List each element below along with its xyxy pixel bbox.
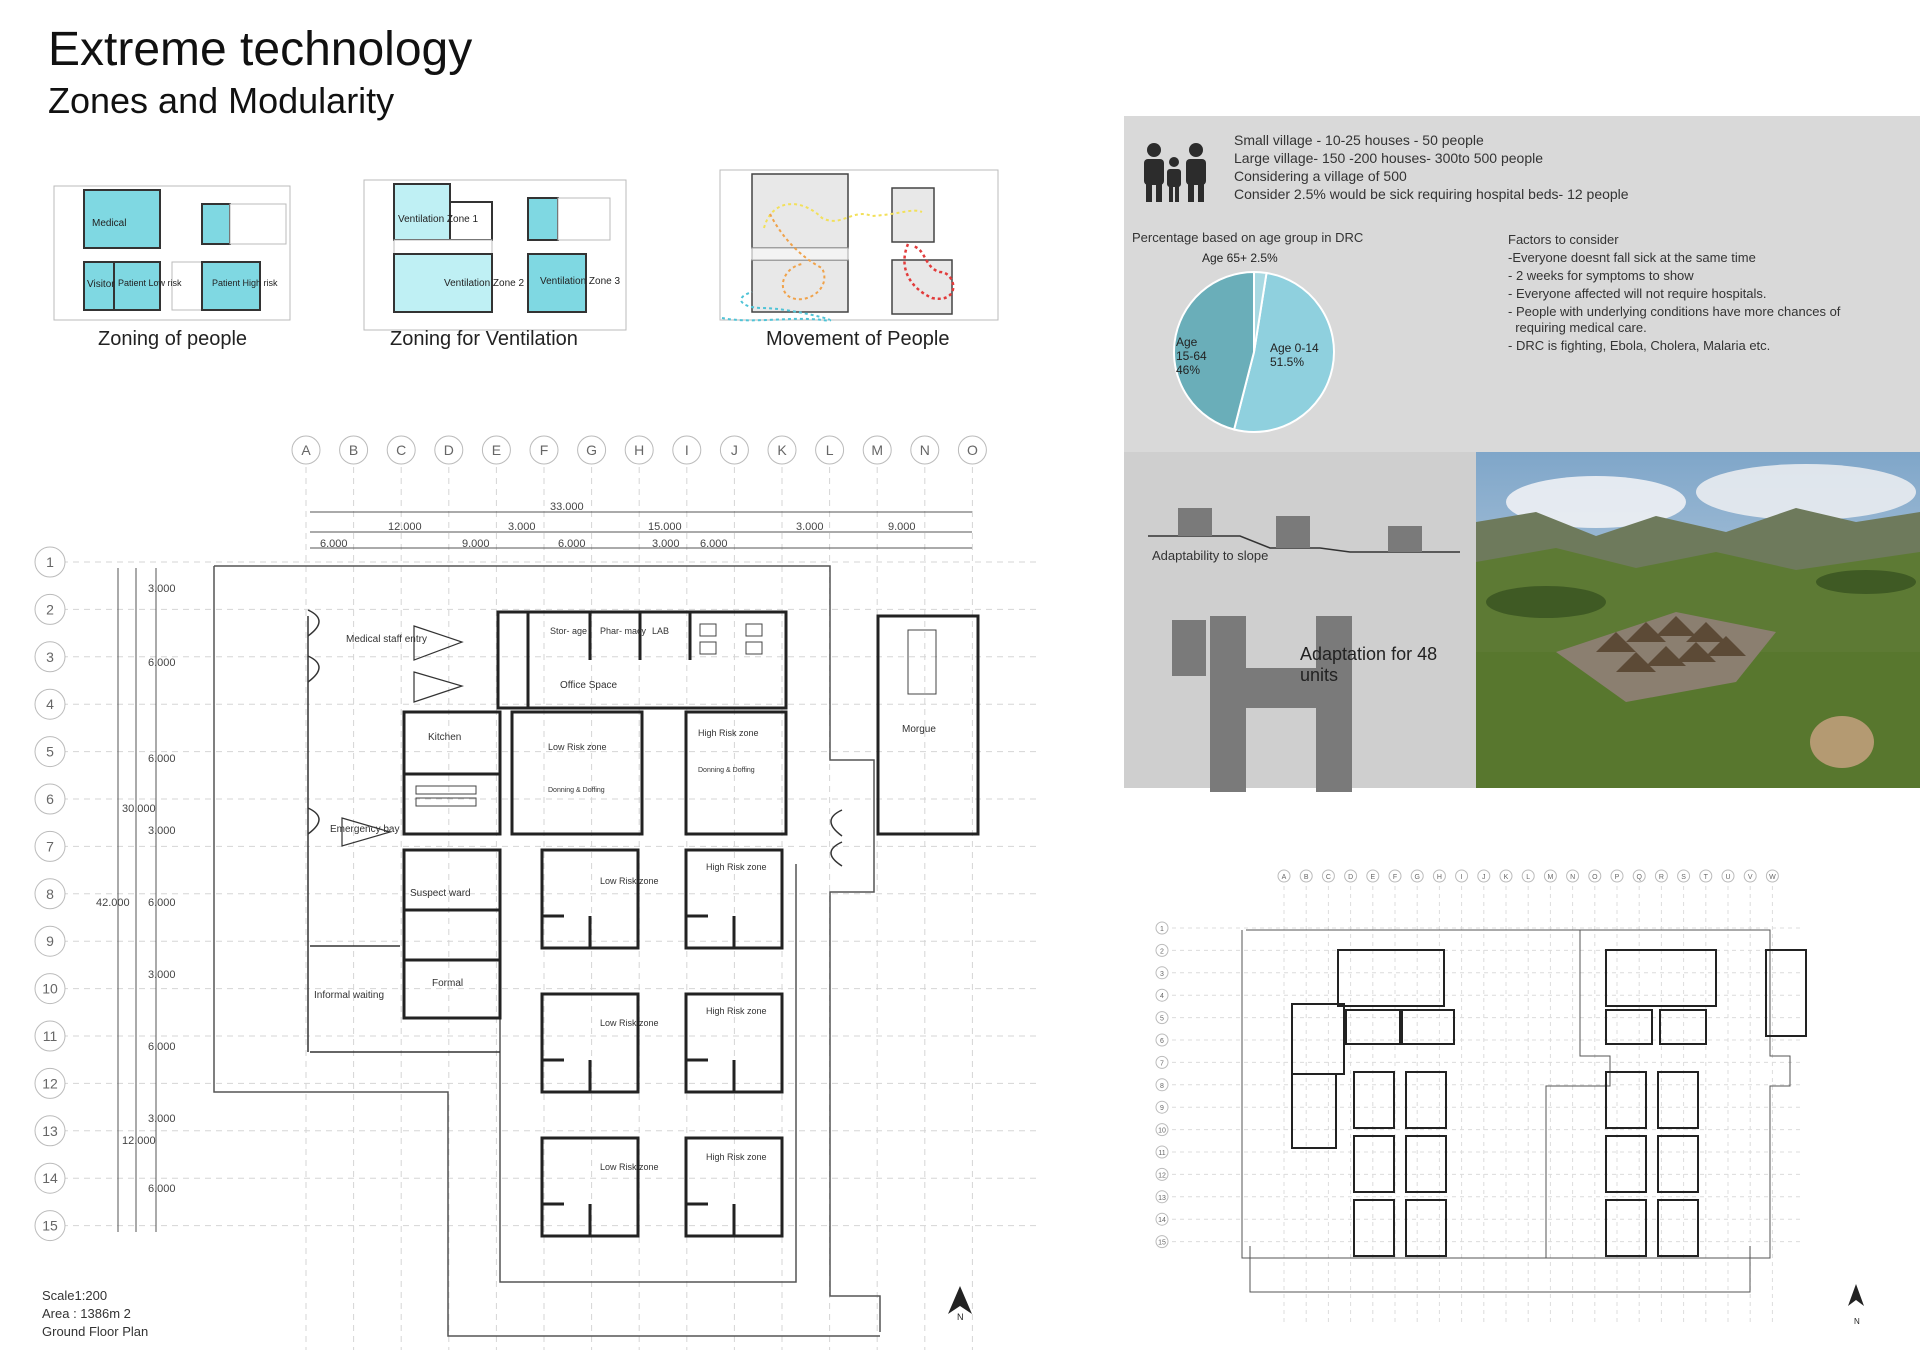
dim-left-3: 6.000 [148, 753, 176, 765]
dim-mid-2: 12.000 [122, 1135, 156, 1147]
ward-low-3: Low Risk zone [600, 1162, 659, 1172]
svg-text:O: O [1592, 874, 1598, 881]
mini-grid-row-13 [1156, 1191, 1168, 1203]
svg-text:7: 7 [46, 838, 54, 855]
svg-text:7: 7 [1160, 1060, 1164, 1068]
mini-grid-row-7 [1156, 1056, 1168, 1068]
site-render-image [1476, 452, 1920, 788]
mini-plan-room [1606, 1010, 1652, 1044]
mini-grid-row-11 [1156, 1146, 1168, 1158]
grid-row-2 [35, 594, 65, 624]
plan-area: Area : 1386m 2 [42, 1306, 131, 1321]
grid-column-F [530, 436, 558, 464]
svg-text:F: F [539, 442, 549, 458]
svg-text:8: 8 [46, 885, 54, 902]
room-storage: Stor- age [550, 626, 588, 636]
mini-grid-column-I [1456, 870, 1468, 882]
room-office: Office Space [560, 680, 618, 691]
mini-grid-column-R [1655, 870, 1667, 882]
svg-text:C: C [396, 442, 407, 458]
svg-text:K: K [777, 442, 787, 458]
dim-left-7: 6.000 [148, 1041, 176, 1053]
mini-plan-room [1354, 1200, 1394, 1256]
svg-text:I: I [1460, 874, 1463, 881]
slope-caption: Adaptability to slope [1152, 548, 1269, 563]
units-caption: Adaptation for 48 units [1300, 644, 1438, 685]
zoning-people-caption: Zoning of people [98, 328, 248, 350]
dim-top-2: 3.000 [508, 521, 536, 533]
svg-text:N: N [1570, 874, 1576, 881]
mini-plan-room [1338, 950, 1444, 1006]
svg-text:B: B [1303, 874, 1309, 881]
svg-text:10: 10 [42, 980, 58, 997]
dim-left-8: 3.000 [148, 1113, 176, 1125]
svg-text:B: B [348, 442, 359, 458]
svg-text:Q: Q [1636, 874, 1642, 881]
svg-text:13: 13 [42, 1122, 58, 1139]
grid-row-1 [35, 547, 65, 577]
dim-left-6: 3.000 [148, 969, 176, 981]
svg-text:E: E [491, 442, 502, 458]
factor-3: - Everyone affected will not require hospitals. [1508, 286, 1767, 301]
page-title: Extreme technology [48, 23, 473, 76]
mini-grid-row-15 [1156, 1236, 1168, 1248]
mini-plan-room [1292, 1004, 1344, 1074]
svg-text:D: D [443, 442, 454, 458]
svg-text:L: L [1526, 874, 1531, 881]
svg-text:4: 4 [46, 696, 54, 713]
grid-row-6 [35, 784, 65, 814]
dim-row3-3: 6.000 [558, 538, 586, 550]
svg-text:L: L [825, 442, 834, 458]
svg-text:K: K [1503, 874, 1509, 881]
family-icon [1140, 140, 1210, 204]
factor-2: - 2 weeks for symptoms to show [1508, 268, 1694, 283]
svg-text:T: T [1703, 874, 1708, 881]
svg-text:M: M [1547, 874, 1554, 881]
dim-left-9: 6.000 [148, 1183, 176, 1195]
mini-grid-column-S [1678, 870, 1690, 882]
grid-row-11 [35, 1021, 65, 1051]
plan-title: Ground Floor Plan [42, 1324, 149, 1339]
mini-grid-column-K [1500, 870, 1512, 882]
mini-grid-column-D [1345, 870, 1357, 882]
svg-text:J: J [730, 442, 738, 458]
room-low-risk: Low Risk zone [548, 742, 607, 752]
grid-row-7 [35, 831, 65, 861]
zone-label-medical: Medical [92, 218, 127, 229]
movement-diagram [712, 168, 1000, 328]
factors-title: Factors to consider [1508, 232, 1619, 247]
mini-grid-row-14 [1156, 1213, 1168, 1225]
grid-column-K [768, 436, 796, 464]
svg-text:6: 6 [1160, 1038, 1164, 1045]
mini-grid-column-F [1389, 870, 1401, 882]
room-donning-low: Donning & Doffing [548, 787, 605, 794]
mini-plan-room [1354, 1072, 1394, 1128]
info-line-3: Considering a village of 500 [1234, 168, 1407, 184]
mini-plan-room [1606, 1200, 1646, 1256]
grid-row-13 [35, 1116, 65, 1146]
room-pharmacy: Phar- macy [600, 626, 647, 636]
svg-text:E: E [1370, 874, 1376, 881]
svg-text:11: 11 [1158, 1150, 1166, 1157]
mini-grid-row-9 [1156, 1101, 1168, 1113]
pie-label-age-0-14: Age 0-14 51.5% [1270, 341, 1319, 369]
svg-text:9: 9 [46, 933, 54, 950]
grid-column-I [673, 436, 701, 464]
room-informal: Informal waiting [314, 990, 385, 1001]
grid-row-12 [35, 1068, 65, 1098]
svg-text:10: 10 [1158, 1127, 1166, 1135]
mini-grid-column-U [1722, 870, 1734, 882]
mini-grid-column-C [1322, 870, 1334, 882]
dim-mid-1: 30.000 [122, 803, 156, 815]
mini-grid-column-V [1744, 870, 1756, 882]
mini-grid-column-Q [1633, 870, 1645, 882]
svg-text:N: N [919, 442, 930, 458]
ventilation-zone-1: Ventilation Zone 1 [398, 214, 479, 225]
grid-column-A [292, 436, 320, 464]
ward-low-1: Low Risk zone [600, 876, 659, 886]
grid-column-N [911, 436, 939, 464]
mini-plan-room [1406, 1200, 1446, 1256]
room-lab: LAB [652, 626, 670, 636]
svg-text:14: 14 [42, 1170, 58, 1187]
svg-text:F: F [1392, 874, 1398, 881]
svg-text:15: 15 [1158, 1239, 1166, 1247]
factor-5: requiring medical care. [1508, 320, 1647, 335]
mini-grid-row-1 [1156, 922, 1168, 934]
svg-text:14: 14 [1158, 1217, 1166, 1225]
svg-text:1: 1 [46, 554, 54, 570]
grid-column-D [435, 436, 463, 464]
mini-grid-row-10 [1156, 1124, 1168, 1136]
mini-grid-column-W [1766, 870, 1778, 882]
mini-grid-column-E [1367, 870, 1379, 882]
mini-grid-column-N [1567, 870, 1579, 882]
expanded-floor-plan [1150, 866, 1860, 1336]
grid-row-14 [35, 1163, 65, 1193]
svg-text:J: J [1482, 874, 1486, 881]
mini-plan-room [1658, 1200, 1698, 1256]
dim-top-1: 12.000 [388, 521, 422, 533]
mini-plan-room [1354, 1136, 1394, 1192]
mini-grid-column-M [1544, 870, 1556, 882]
mini-grid-column-T [1700, 870, 1712, 882]
grid-column-L [816, 436, 844, 464]
mini-grid-row-3 [1156, 967, 1168, 979]
mini-grid-row-6 [1156, 1034, 1168, 1046]
room-morgue: Morgue [902, 724, 936, 735]
ward-low-2: Low Risk zone [600, 1018, 659, 1028]
svg-text:1: 1 [1160, 926, 1164, 933]
mini-plan-room [1660, 1010, 1706, 1044]
dim-row3-2: 9.000 [462, 538, 490, 550]
svg-text:2: 2 [46, 601, 54, 618]
ward-high-3: High Risk zone [706, 1152, 767, 1162]
dim-outer: 42.000 [96, 897, 130, 909]
svg-text:8: 8 [1160, 1082, 1164, 1090]
svg-text:R: R [1658, 874, 1664, 881]
room-donning-high: Donning & Doffing [698, 767, 755, 774]
dim-overall: 33.000 [550, 501, 584, 513]
svg-text:2: 2 [1160, 948, 1164, 956]
svg-text:M: M [871, 442, 884, 458]
svg-text:G: G [1414, 874, 1420, 881]
ventilation-zone-3: Ventilation Zone 3 [540, 276, 621, 287]
mini-plan-room [1658, 1072, 1698, 1128]
mini-plan-room [1406, 1072, 1446, 1128]
ventilation-caption: Zoning for Ventilation [390, 328, 578, 350]
svg-text:O: O [966, 442, 978, 458]
ventilation-diagram [364, 180, 626, 330]
pie-label-age-15-64: Age 15-64 46% [1176, 335, 1207, 377]
svg-text:G: G [586, 442, 598, 458]
svg-text:4: 4 [1160, 993, 1164, 1001]
zoning-people-diagram [54, 186, 290, 320]
mini-grid-row-2 [1156, 944, 1168, 956]
dim-row3-4: 3.000 [652, 538, 680, 550]
ground-floor-plan [0, 420, 1060, 1358]
grid-column-C [387, 436, 415, 464]
plan-scale: Scale1:200 [42, 1288, 108, 1303]
info-line-4: Consider 2.5% would be sick requiring hospital beds- 12 people [1234, 186, 1629, 202]
dim-left-5: 6.000 [148, 897, 176, 909]
dim-top-5: 9.000 [888, 521, 916, 533]
svg-text:A: A [1281, 874, 1287, 881]
factor-1: -Everyone doesnt fall sick at the same time [1508, 250, 1756, 265]
svg-text:S: S [1681, 874, 1686, 881]
svg-text:13: 13 [1158, 1194, 1166, 1202]
room-suspect: Suspect ward [410, 888, 471, 899]
page-subtitle: Zones and Modularity [48, 80, 395, 121]
mini-grid-row-4 [1156, 989, 1168, 1001]
zone-label-patient-low: Patient Low risk [118, 278, 182, 288]
north-arrow-icon [948, 1286, 972, 1314]
grid-row-4 [35, 689, 65, 719]
dim-left-1: 3.000 [148, 583, 176, 595]
age-pie-chart [1150, 248, 1360, 448]
grid-row-8 [35, 879, 65, 909]
mini-plan-room [1606, 1072, 1646, 1128]
grid-row-9 [35, 926, 65, 956]
ward-high-1: High Risk zone [706, 862, 767, 872]
mini-grid-column-A [1278, 870, 1290, 882]
info-line-2: Large village- 150 -200 houses- 300to 500 people [1234, 150, 1544, 166]
room-formal: Formal [432, 978, 464, 989]
dim-left-2: 6.000 [148, 657, 176, 669]
mini-north-arrow [1848, 1284, 1864, 1306]
ventilation-zone-2: Ventilation Zone 2 [444, 278, 525, 289]
svg-text:U: U [1725, 874, 1731, 881]
svg-text:P: P [1614, 874, 1620, 881]
grid-row-15 [35, 1211, 65, 1241]
svg-text:15: 15 [42, 1217, 58, 1234]
pie-label-age-65-: Age 65+ 2.5% [1202, 251, 1278, 265]
svg-text:11: 11 [42, 1028, 58, 1044]
svg-text:I: I [684, 442, 689, 458]
zone-label-visitor: Visitor [87, 279, 115, 290]
dim-top-3: 15.000 [648, 521, 682, 533]
svg-text:9: 9 [1160, 1105, 1164, 1113]
grid-row-5 [35, 737, 65, 767]
grid-column-B [340, 436, 368, 464]
dim-top-4: 3.000 [796, 521, 824, 533]
grid-column-H [625, 436, 653, 464]
mini-grid-column-L [1522, 870, 1534, 882]
svg-text:H: H [1436, 874, 1442, 881]
svg-text:3: 3 [46, 648, 54, 665]
mini-grid-row-5 [1156, 1012, 1168, 1024]
svg-text:V: V [1747, 874, 1753, 881]
mini-plan-room [1658, 1136, 1698, 1192]
room-medical-entry: Medical staff entry [346, 634, 427, 645]
room-high-risk: High Risk zone [698, 728, 759, 738]
svg-text:D: D [1348, 874, 1354, 881]
svg-text:12: 12 [1158, 1172, 1166, 1180]
grid-column-G [578, 436, 606, 464]
mini-grid-column-G [1411, 870, 1423, 882]
zone-label-patient-high: Patient High risk [212, 278, 278, 288]
dim-left-4: 3.000 [148, 825, 176, 837]
svg-text:A: A [301, 442, 311, 458]
svg-text:12: 12 [42, 1075, 58, 1092]
north-label: N [957, 1312, 964, 1322]
svg-text:W: W [1769, 874, 1776, 881]
room-kitchen: Kitchen [428, 732, 462, 743]
dim-row3-1: 6.000 [320, 538, 348, 550]
mini-plan-room [1606, 1136, 1646, 1192]
dim-row3-5: 6.000 [700, 538, 728, 550]
svg-text:3: 3 [1160, 970, 1164, 978]
svg-text:6: 6 [46, 791, 54, 807]
room-emergency: Emergency bay [330, 824, 400, 835]
grid-column-O [958, 436, 986, 464]
mini-grid-row-12 [1156, 1168, 1168, 1180]
grid-row-10 [35, 974, 65, 1004]
info-line-1: Small village - 10-25 houses - 50 people [1234, 132, 1484, 148]
mini-grid-row-8 [1156, 1079, 1168, 1091]
factor-6: - DRC is fighting, Ebola, Cholera, Malaria etc. [1508, 338, 1771, 353]
mini-plan-room [1402, 1010, 1454, 1044]
movement-caption: Movement of People [766, 328, 950, 350]
ward-high-2: High Risk zone [706, 1006, 767, 1016]
mini-plan-room [1406, 1136, 1446, 1192]
mini-grid-column-B [1300, 870, 1312, 882]
grid-column-J [720, 436, 748, 464]
svg-text:C: C [1325, 874, 1331, 881]
mini-grid-column-J [1478, 870, 1490, 882]
factor-4: - People with underlying conditions have more chances of [1508, 304, 1841, 319]
mini-grid-column-H [1433, 870, 1445, 882]
svg-text:H: H [634, 442, 645, 458]
mini-grid-column-P [1611, 870, 1623, 882]
svg-text:5: 5 [46, 743, 54, 760]
mini-north-label: N [1854, 1317, 1860, 1326]
pie-title: Percentage based on age group in DRC [1132, 230, 1364, 245]
grid-row-3 [35, 642, 65, 672]
mini-plan-room [1292, 1074, 1336, 1148]
grid-column-E [482, 436, 510, 464]
mini-grid-column-O [1589, 870, 1601, 882]
svg-text:5: 5 [1160, 1015, 1164, 1023]
grid-column-M [863, 436, 891, 464]
